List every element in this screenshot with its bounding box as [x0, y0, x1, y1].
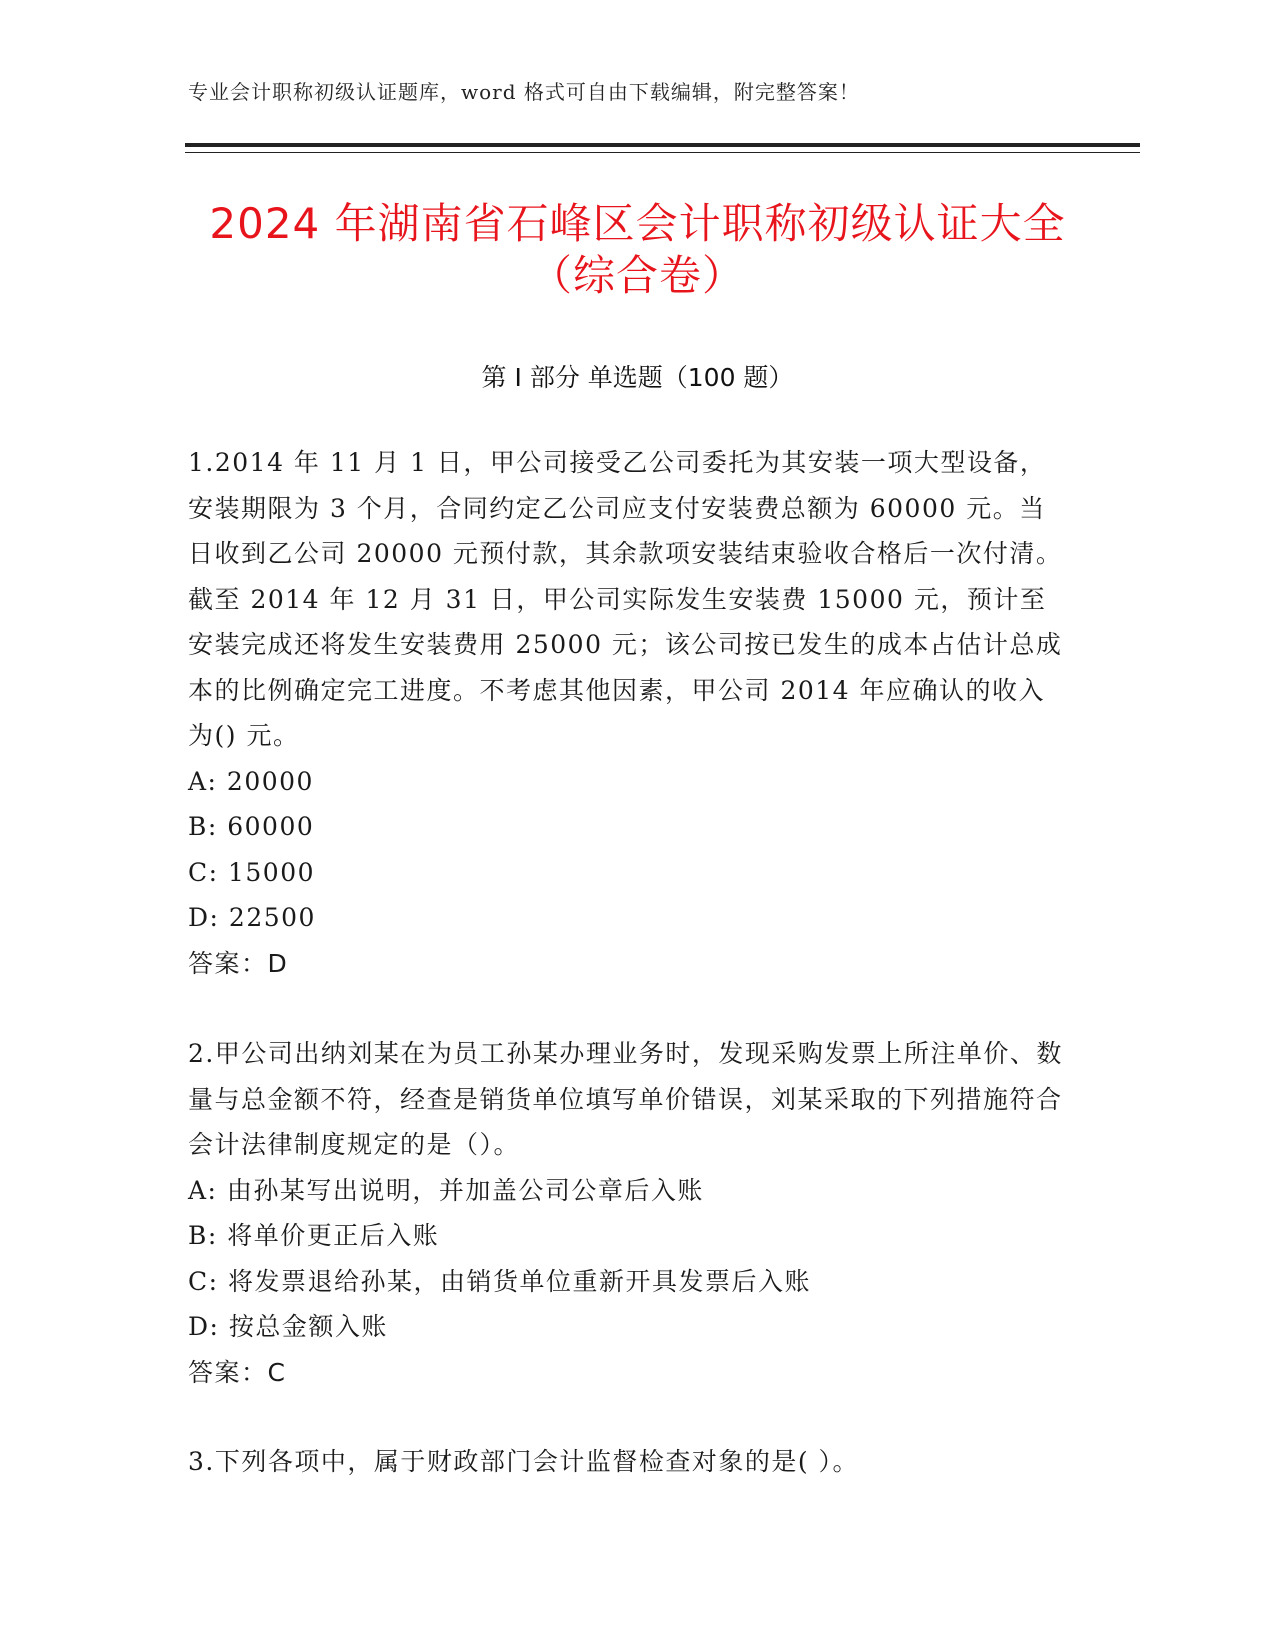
- option-a: A: 由孙某写出说明，并加盖公司公章后入账: [188, 1175, 704, 1205]
- question-stem: 1.2014 年 11 月 1 日，甲公司接受乙公司委托为其安装一项大型设备，安装期限为 3 个月，合同约定乙公司应支付安装费总额为 60000 元。当日收到乙公司 20000 元预付款，其余款项安装结束验收合格后一次付清。截至 2014 年 12 月 31 日，甲公司实际发生安装费 15000 元，预计至安装完成还将发生安装费用 25000 元；该公司按已发生的成本占估计总成本的比例确定完工进度。不考虑其他因素，甲公司 2014 年应确认的收入为() 元。: [188, 448, 1063, 750]
- question-3: [188, 1439, 1068, 1485]
- document-title-line-2: （综合卷）: [529, 251, 745, 300]
- header-rule-thin: [185, 152, 1140, 153]
- option-list: [188, 759, 1068, 941]
- question-2: [188, 1031, 1068, 1395]
- question-stem: 3.下列各项中，属于财政部门会计监督检查对象的是( ）。: [188, 1447, 860, 1476]
- option-d: D: 按总金额入账: [188, 1312, 388, 1341]
- option-c: C: 将发票退给孙某，由销货单位重新开具发票后入账: [188, 1266, 812, 1296]
- section-title: 第 I 部分 单选题（100 题）: [481, 363, 794, 392]
- document-title: [0, 198, 1275, 302]
- option-b: B: 将单价更正后入账: [188, 1221, 440, 1250]
- document-title-line-1: 2024 年湖南省石峰区会计职称初级认证大全: [209, 199, 1066, 248]
- header-note: 专业会计职称初级认证题库，word 格式可自由下载编辑，附完整答案！: [188, 80, 860, 104]
- option-c: C: 15000: [188, 857, 316, 887]
- question-stem: 2.甲公司出纳刘某在为员工孙某办理业务时，发现采购发票上所注单价、数量与总金额不符，经查是销货单位填写单价错误，刘某采取的下列措施符合会计法律制度规定的是（）。: [188, 1039, 1063, 1159]
- option-b: B: 60000: [188, 812, 315, 841]
- option-d: D: 22500: [188, 903, 316, 932]
- option-a: A: 20000: [188, 766, 314, 796]
- answer: 答案：D: [188, 948, 289, 978]
- header-rule-thick: [185, 143, 1140, 147]
- option-list: [188, 1168, 1068, 1350]
- answer: 答案：C: [188, 1357, 287, 1387]
- question-1: [188, 440, 1068, 986]
